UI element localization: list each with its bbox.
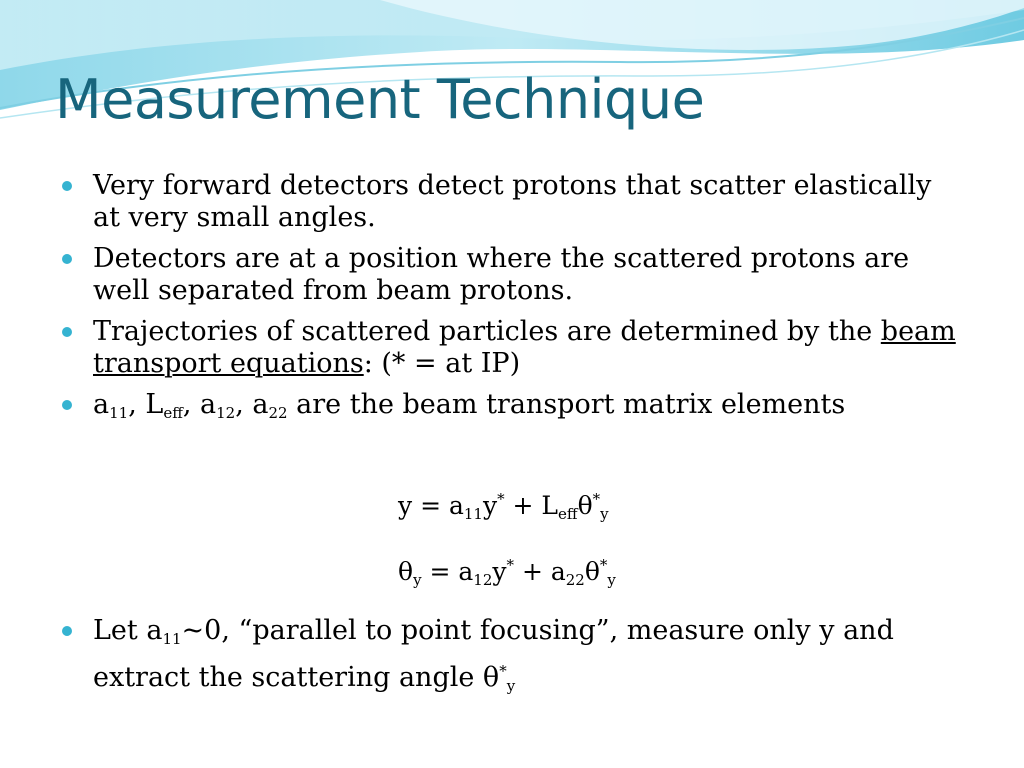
bullet-dot-icon (62, 400, 72, 410)
slide-body (62, 170, 962, 711)
equation-theta: $\theta_y = a_{12}y^* + a_{22}\theta^*_y$ (398, 556, 616, 589)
bullet-text: Very forward detectors detect protons that scatter elastically at very small angles. (93, 170, 932, 233)
beam-transport-link[interactable]: beam transport equations (93, 316, 956, 379)
bullet-item (62, 316, 962, 380)
bullet-text: : (* = at IP) (363, 348, 521, 379)
bullet-text: Detectors are at a position where the scattered protons are well separated from beam protons. (93, 243, 910, 306)
bullet-dot-icon (62, 254, 72, 264)
bullet-item (62, 170, 962, 234)
bullet-dot-icon (62, 181, 72, 191)
bullet-item (62, 243, 962, 307)
equation-y: $y = a_{11}y^* + L_{eff}\theta^*_y$ (398, 490, 609, 523)
bullet-text: Trajectories of scattered particles are determined by the (93, 316, 881, 347)
matrix-elements-text: $a_{11}$, $L_{eff}$, $a_{12}$, $a_{22}$ are the beam transport matrix elements (93, 389, 846, 422)
bullet-text: Let $a_{11}\sim 0$, “parallel to point focusing”, measure only y and extract the scattering angle $\theta^*_y$ (93, 615, 894, 695)
slide-title: Measurement Technique (55, 68, 705, 131)
bullet-dot-icon (62, 327, 72, 337)
bullet-item (62, 389, 962, 429)
bullet-item (62, 615, 962, 702)
equations-block (398, 483, 962, 589)
bullet-dot-icon (62, 626, 72, 636)
